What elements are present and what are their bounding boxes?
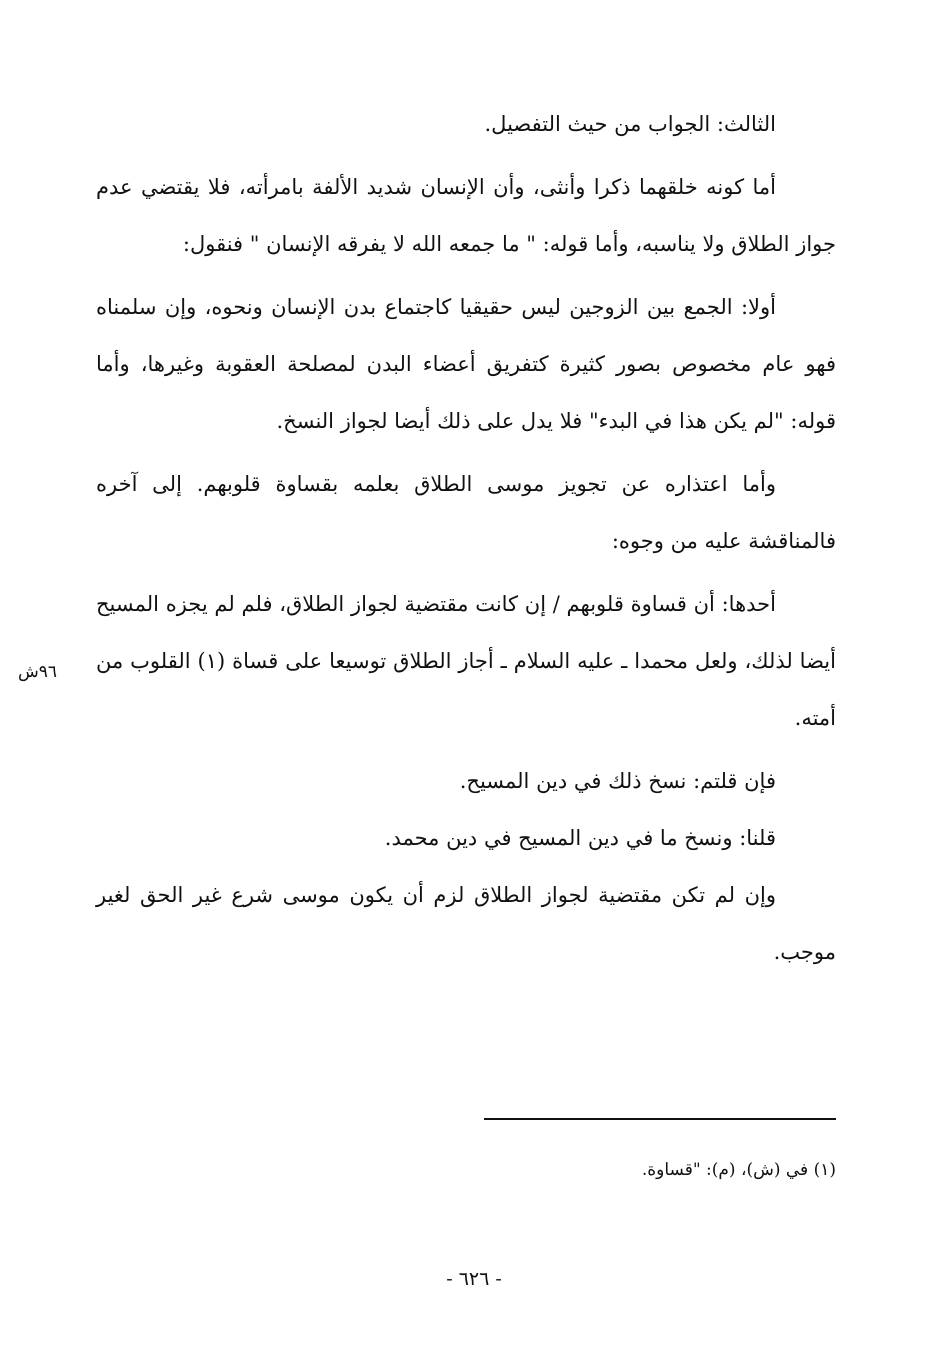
paragraph-third-answer: الثالث: الجواب من حيث التفصيل. <box>484 112 776 136</box>
paragraph-conclusion: وإن لم تكن مقتضية لجواز الطلاق لزم أن يكون موسى شرع غير الحق لغير موجب. <box>96 883 836 964</box>
page-number: - ٦٢٦ - <box>446 1268 502 1290</box>
main-text <box>96 96 836 981</box>
paragraph-hard-hearts: أحدها: أن قساوة قلوبهم / إن كانت مقتضية لجواز الطلاق، فلم لم يجزه المسيح أيضا لذلك، ولعل محمدا ـ عليه السلام ـ أجاز الطلاق توسيعا على قساة (١) القلوب من أمته. <box>96 592 836 730</box>
paragraph-we-say: قلنا: ونسخ ما في دين المسيح في دين محمد. <box>384 826 776 850</box>
footnote: (١) في (ش)، (م): "قساوة. <box>641 1160 836 1180</box>
footnote-separator <box>484 1118 836 1120</box>
paragraph-creation-argument: أما كونه خلقهما ذكرا وأنثى، وأن الإنسان شديد الألفة بامرأته، فلا يقتضي عدم جواز الطلاق ولا يناسبه، وأما قوله: " ما جمعه الله لا يفرقه الإنسان " فنقول: <box>96 175 836 256</box>
manuscript-folio-marker: ٩٦ش <box>18 662 58 682</box>
paragraph-if-you-say: فإن قلتم: نسخ ذلك في دين المسيح. <box>459 769 776 793</box>
paragraph-moses-excuse: وأما اعتذاره عن تجويز موسى الطلاق بعلمه بقساوة قلوبهم. إلى آخره فالمناقشة عليه من وجوه: <box>96 472 836 553</box>
paragraph-first-point: أولا: الجمع بين الزوجين ليس حقيقيا كاجتماع بدن الإنسان ونحوه، وإن سلمناه فهو عام مخصوص بصور كثيرة كتفريق أعضاء البدن لمصلحة العقوبة وغيرها، وأما قوله: "لم يكن هذا في البدء" فلا يدل على ذلك أيضا لجواز النسخ. <box>96 295 836 433</box>
